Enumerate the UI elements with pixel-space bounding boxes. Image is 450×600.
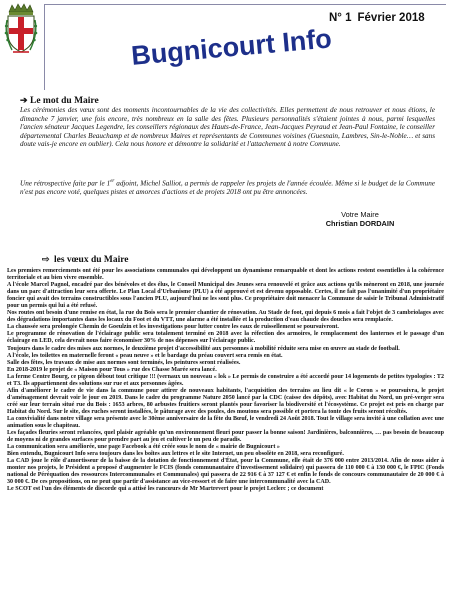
voeux-paragraph: Bien entendu, Bugnicourt Info sera toujours dans les boîtes aux lettres et le site Internet, un peu obsolète en 2018, sera reconfiguré.: [7, 451, 344, 458]
voeux-paragraph: Nos routes ont besoin d'une remise en état, la rue du Bois sera le premier chantier de rénovation. Au Stade de foot, qui depuis 6 mois a fait l'objet de 3 cambriolages avec des dégradations importantes dans les locaux du Foot et du VTT, une alarme a été installée et la production d'eau chaude des douches sera remplacée.: [7, 310, 444, 324]
voeux-paragraph: Afin d'améliorer le cadre de vie dans la commune pour attirer de nouveaux habitants, l'acquisition des terrains au lieu dit « le Coron » se poursuivra, le projet d'aménagement devrait voir le jour en 2019. Dans le cadre du programme Nature 2050 lancé par la CDC (caisse des dépôts), avec Habitat du Nord, un pré-verger sera créé sur leur terrain situé rue du Bois : 1653 arbres, 80 arbustes fruitiers seront plantés pour favoriser la biodiversité et l'écosystème. Ce projet est pris en charge par Habitat du Nord. Sur le site, des ruches seront installées, le pâturage avec des poules, des moutons sera possible et portera la tonte des fruits seront récoltés.: [7, 387, 444, 415]
section-heading-text: Le mot du Maire: [30, 96, 99, 106]
masthead-top-rule: [44, 4, 446, 5]
voeux-paragraph: La communication sera améliorée, une page Facebook a été créée sous le nom de « mairie de Bugnicourt »: [7, 444, 280, 451]
masthead-title: [125, 16, 333, 80]
masthead-side-rule: [44, 4, 45, 90]
voeux-paragraph: Toujours dans le cadre des mises aux normes, le deuxième projet d'accessibilité aux personnes à mobilité réduite sera mise en œuvre au stade de football.: [7, 345, 400, 352]
voeux-paragraph: Les façades fleuries seront relancées, quel plaisir agréable qu'un environnement fleuri pour passer la bonne saison! Jardinières, balconnières, … pas besoin de beaucoup de moyens ni de grandes surfaces pour prendre part au jeu et cultiver le un peu de paradis.: [7, 430, 444, 444]
arrow-hollow-right-icon: ⇨: [42, 254, 50, 264]
section-heading-mot-du-maire: [20, 95, 99, 106]
voeux-body: [7, 268, 444, 494]
voeux-paragraph: La convivialité dans notre village sera présente avec le 30ème anniversaire de la fête du Bœuf, le vendredi 24 Août 2018. Tout le village sera invité à une collation avec une animation sous le chapiteau.: [7, 415, 444, 430]
signature: [300, 210, 420, 228]
issue-info: [329, 12, 425, 24]
voeux-paragraph: La chaussée sera prolongée Chemin de Goeulzin et les investigations pour lutter contre les eaux de ruissellement se poursuivront.: [7, 324, 339, 331]
voeux-paragraph: Le programme de rénovation de l'éclairage public sera totalement terminé en 2018 avec la réfection des armoires, le remplacement des lanternes et le passage d'un éclairage en LED, cela devrait nous faire économiser 30% de nos dépenses sur l'éclairage public.: [7, 331, 444, 345]
issue-number: N° 1: [329, 12, 352, 24]
mot-du-maire-paragraph-1: Les cérémonies des vœux sont des moments incontournables de la vie des collectivités. Elles permettent de nous retrouver et nous étions, le dimanche 7 janvier, une fois encore, très nombreux en la salle des fêtes. Plusieurs personnalités s'étaient jointes à nous, parmi lesquelles l'ancien sénateur Jacques Legendre, les conseillers régionaux des Hauts-de-France, Jean-Jacques Peyraud et Jean-Paul Fontaine, le conseiller départemental Charles Beauchamp et de nombreux Maires et représentants de Communes voisines (Guesnain, Lambres, Sin-le-Noble… et sans doute vais-je encore en oublier). Cela nous honore et démontre la solidarité et l'attachement à notre Commune.: [20, 106, 435, 149]
mot-du-maire-paragraph-2: Une rétrospective faite par le 1er adjoint, Michel Salliot, a permis de rappeler les projets de l'année écoulée. Même si le budget de la Commune n'est pas encore voté, quelques pistes et amorces d'actions et de projets 2018 ont pu être annoncées.: [20, 179, 436, 196]
signature-role: Votre Maire: [341, 210, 379, 219]
section-heading-text: les vœux du Maire: [54, 255, 129, 265]
issue-date: Février 2018: [357, 12, 425, 24]
masthead: [0, 0, 450, 92]
voeux-paragraph: Les premiers remerciements ont été pour les associations communales qui développent un dynamisme remarquable et dont les actions restent essentielles à la cohérence territoriale et au bien vivre ensemble.: [7, 268, 444, 282]
voeux-paragraph: En 2018-2019 le projet de « Maison pour Tous » rue des Chasse Marée sera lancé.: [7, 366, 217, 373]
coat-of-arms-logo: [4, 2, 38, 58]
arrow-right-icon: ➔: [20, 95, 28, 105]
voeux-paragraph: Le SCOT est l'un des éléments de discorde qui a attisé les rancœurs de Mr Martrevert pour le projet Leclerc ; ce document: [7, 486, 324, 493]
voeux-paragraph: La ferme Centre Bourg, ce pigeon débout tout critique !!! (vernaux un nouveau « lok » Le permis de construire a été accordé pour 14 logements de petites typologies : T2 et T3. Ils appartiennent des solutions sur rue et aux personnes âgées.: [7, 373, 444, 387]
section-heading-voeux: [42, 254, 129, 265]
voeux-paragraph: La CAD joue le rôle d'amortisseur de la baisse de la dotation de fonctionnement d'État, pour la Commune, elle était de 376 000 entre 2013/2014. Afin de nous aider à monter nos projets, le Président a proposé d'augmenter le FCIS (fonds communautaire d'investissement solidaire) qui passera de 110 000 € à 130 000 €, le FPIC (Fonds national de Péréquation des ressources Intercommunales et Communales) qui passera de 22 916 € à 37 127 € et enfin le fonds de concours communautaire de 20 000 € à 30 000 €. De ces propositions, on ne peut que partir d'assistance au vice-ressort et de faire une intercommunalité avec la CAD.: [7, 458, 444, 486]
masthead-title-text: Bugnicourt Info: [130, 23, 333, 71]
voeux-paragraph: A l'école, les toilettes en maternelle feront « peau neuve » et le bardage du préau couvert sera remis en état.: [7, 352, 283, 359]
signature-name: Christian DORDAIN: [325, 219, 395, 228]
voeux-paragraph: A l'école Marcel Pagnol, encadré par des bénévoles et des élus, le Conseil Municipal des Jeunes sera renouvelé et grâce aux actions qu'ils mèneront en 2018, une journée dans un parc d'attraction leur sera offerte. Le Plan Local d'Urbanisme (PLU) a été approuvé et est devenu opposable. Certes, il ne fait pas l'unanimité d'un propriétaire foncier qui avait des terrains constructibles sous l'ancien PLU, aujourd'hui ne les sont plus. Ce propriétaire doit menacer la Commune de saisir le Tribunal Administratif pour un permis qui lui a été refusé.: [7, 282, 444, 310]
voeux-paragraph: Salle des fêtes, les travaux de mise aux normes sont terminés, les peintures seront réalisées.: [7, 359, 241, 366]
